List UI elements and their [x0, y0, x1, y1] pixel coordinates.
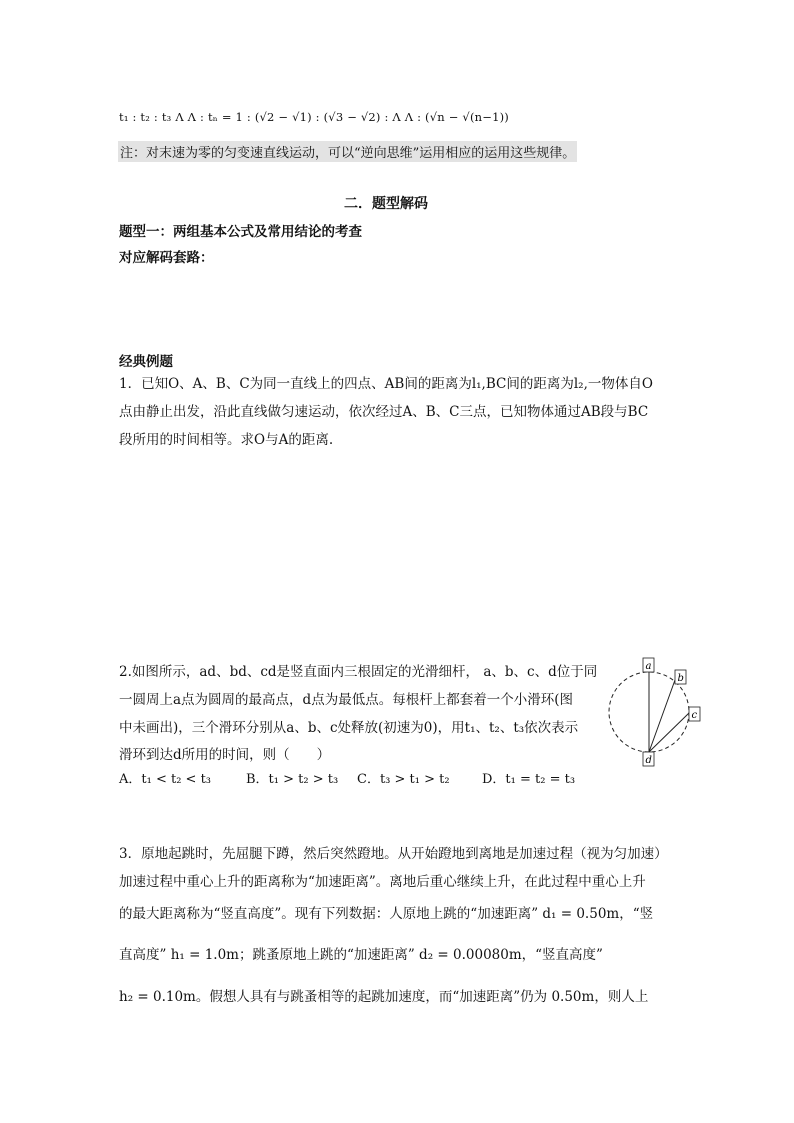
ratio-formula: t₁ : t₂ : t₃ Λ Λ : tₙ = 1 : (√2 − √1) : (√3 − √2) : Λ Λ : (√n − √(n−1))	[119, 110, 509, 124]
rod-bd	[649, 680, 675, 752]
q2-option-c: C．t₃ > t₁ > t₂	[357, 772, 450, 787]
q3-line-2: 加速过程中重心上升的距离称为“加速距离”。离地后重心继续上升，在此过程中重心上升	[119, 874, 646, 890]
q2-line-3: 中未画出)，三个滑环分别从a、b、c处释放(初速为0)，用t₁、t₂、t₃依次表示	[119, 720, 579, 736]
q2-option-a: A．t₁ < t₂ < t₃	[119, 772, 212, 787]
q3-line-5: h₂ = 0.10m。假想人具有与跳蚤相等的起跳加速度，而“加速距离”仍为 0.50m，则人上	[119, 989, 649, 1005]
label-c: c	[691, 710, 698, 721]
q1-line-1: 1．已知O、A、B、C为同一直线上的四点、AB间的距离为l₁,BC间的距离为l₂,一物体自O	[119, 376, 653, 392]
label-b: b	[677, 673, 684, 684]
q2-line-4: 滑环到达d所用的时间，则（ ）	[119, 747, 331, 763]
q3-line-3: 的最大距离称为“竖直高度”。现有下列数据：人原地上跳的“加速距离” d₁ = 0.50m，“竖	[119, 906, 654, 922]
label-a: a	[645, 661, 652, 672]
circle-rods-figure	[605, 650, 715, 775]
q2-line-2: 一圆周上a点为圆周的最高点，d点为最低点。每根杆上都套着一个小滑环(图	[119, 692, 573, 708]
examples-label: 经典例题	[119, 354, 173, 370]
q2-line-1: 2.如图所示，ad、bd、cd是竖直面内三根固定的光滑细杆， a、b、c、d位于同	[119, 664, 598, 680]
q1-line-3: 段所用的时间相等。求O与A的距离.	[119, 432, 334, 448]
q1-line-2: 点由静止出发，沿此直线做匀速运动，依次经过A、B、C三点，已知物体通过AB段与BC	[119, 404, 649, 420]
note-text: 注：对末速为零的匀变速直线运动，可以“逆向思维”运用相应的运用这些规律。	[118, 141, 577, 162]
section-title: 二．题型解码	[344, 196, 428, 212]
label-d: d	[645, 755, 652, 766]
q2-option-d: D．t₁ = t₂ = t₃	[482, 772, 576, 787]
strategy-label: 对应解码套路：	[119, 250, 214, 266]
q3-line-4: 直高度” h₁ = 1.0m；跳蚤原地上跳的“加速距离” d₂ = 0.00080m，“竖直高度”	[119, 947, 603, 963]
q3-line-1: 3．原地起跳时，先屈腿下蹲，然后突然蹬地。从开始蹬地到离地是加速过程（视为匀加速）	[119, 846, 668, 862]
q2-option-b: B．t₁ > t₂ > t₃	[246, 772, 339, 787]
type1-title: 题型一：两组基本公式及常用结论的考查	[119, 224, 362, 240]
